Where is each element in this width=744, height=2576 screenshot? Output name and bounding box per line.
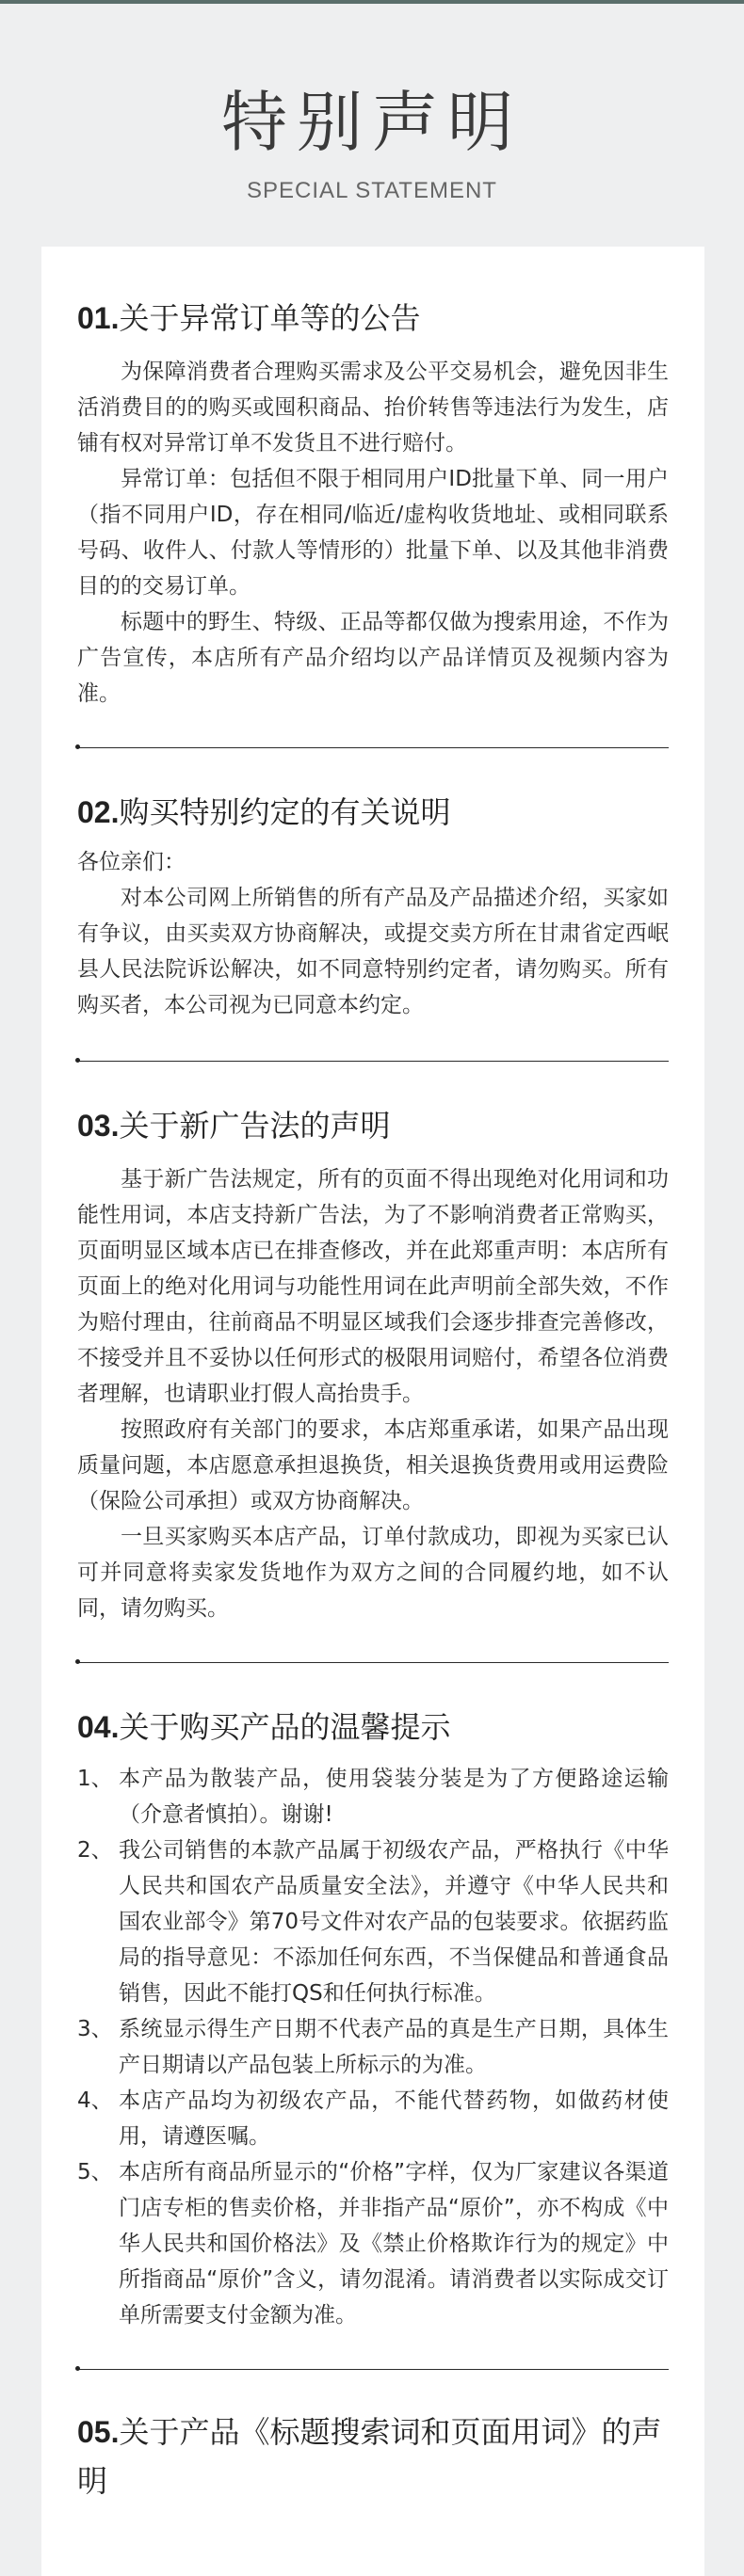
list-item xyxy=(77,1832,669,2011)
list-text: 系统显示得生产日期不代表产品的真是生产日期，具体生产日期请以产品包装上所标示的为准。 xyxy=(119,2017,669,2077)
list-item xyxy=(77,2083,669,2154)
section-divider xyxy=(77,2369,669,2370)
list-item xyxy=(77,1761,669,1832)
greeting: 各位亲们： xyxy=(77,850,186,874)
list-text: 我公司销售的本款产品属于初级农产品，严格执行《中华人民共和国农产品质量安全法》，并遵守《中华人民共和国农业部令》第70号文件对农产品的包装要求。依据药监局的指导意见：不添加任何东西，不当保健品和普通食品销售，因此不能打QS和任何执行标准。 xyxy=(119,1838,669,2006)
section-number: 01. xyxy=(77,301,120,335)
divider-dot xyxy=(75,1659,80,1664)
divider-dot xyxy=(75,2366,80,2371)
paragraph: 为保障消费者合理购买需求及公平交易机会，避免因非生活消费目的的购买或囤积商品、抬价转售等违法行为发生，店铺有权对异常订单不发货且不进行赔付。 xyxy=(77,360,669,456)
paragraph: 一旦买家购买本店产品，订单付款成功，即视为买家已认可并同意将卖家发货地作为双方之间的合同履约地，如不认同，请勿购买。 xyxy=(77,1525,669,1621)
list-text: 本店产品均为初级农产品，不能代替药物，如做药材使用，请遵医嘱。 xyxy=(119,2088,669,2149)
paragraph: 按照政府有关部门的要求，本店郑重承诺，如果产品出现质量问题，本店愿意承担退换货，相关退换货费用或用运费险（保险公司承担）或双方协商解决。 xyxy=(77,1417,669,1513)
divider-dot xyxy=(75,744,80,749)
paragraph: 异常订单：包括但不限于相同用户ID批量下单、同一用户（指不同用户ID，存在相同/临近/虚构收货地址、或相同联系号码、收件人、付款人等情形的）批量下单、以及其他非消费目的的交易订单。 xyxy=(77,467,669,599)
section-heading: 关于产品《标题搜索词和页面用词》的声明 xyxy=(77,2414,662,2499)
list-index: 1、 xyxy=(77,1767,113,1791)
list-text: 本产品为散装产品，使用袋装分装是为了方便路途运输（介意者慎拍）。谢谢! xyxy=(119,1767,669,1827)
section-divider xyxy=(77,1662,669,1663)
page-header xyxy=(0,4,744,211)
statement-card xyxy=(41,247,704,2576)
section-heading: 购买特别约定的有关说明 xyxy=(119,794,451,830)
paragraph: 基于新广告法规定，所有的页面不得出现绝对化用词和功能性用词，本店支持新广告法，为了不影响消费者正常购买，页面明显区域本店已在排查修改，并在此郑重声明：本店所有页面上的绝对化用词与功能性用词在此声明前全部失效，不作为赔付理由，往前商品不明显区域我们会逐步排查完善修改，不接受并且不妥协以任何形式的极限用词赔付，希望各位消费者理解，也请职业打假人高抬贵手。 xyxy=(77,1167,669,1406)
list-item xyxy=(77,2011,669,2083)
section-02 xyxy=(41,748,704,1062)
divider-dot xyxy=(75,1058,80,1063)
section-title xyxy=(77,2408,669,2505)
section-heading: 关于购买产品的温馨提示 xyxy=(119,1709,451,1745)
section-heading: 关于新广告法的声明 xyxy=(119,1108,391,1144)
section-heading: 关于异常订单等的公告 xyxy=(119,300,421,336)
section-04 xyxy=(41,1663,704,2370)
list-index: 4、 xyxy=(77,2088,113,2113)
section-number: 02. xyxy=(77,795,120,829)
section-title xyxy=(77,1101,669,1150)
section-divider xyxy=(77,1061,669,1062)
paragraph: 对本公司网上所销售的所有产品及产品描述介绍，买家如有争议，由买卖双方协商解决，或提交卖方所在甘肃省定西岷县人民法院诉讼解决，如不同意特别约定者，请勿购买。所有购买者，本公司视为已同意本约定。 xyxy=(77,886,669,1017)
section-05 xyxy=(41,2370,704,2505)
section-title xyxy=(77,1703,669,1752)
section-03 xyxy=(41,1062,704,1663)
list-text: 本店所有商品所显示的“价格”字样，仅为厂家建议各渠道门店专柜的售卖价格，并非指产品“原价”，亦不构成《中华人民共和国价格法》及《禁止价格欺诈行为的规定》中所指商品“原价”含义，请勿混淆。请消费者以实际成交订单所需要支付金额为准。 xyxy=(119,2160,669,2328)
tips-list xyxy=(77,1761,669,2333)
page-title: 特别声明 xyxy=(221,84,523,161)
list-item xyxy=(77,2154,669,2333)
page-subtitle: SPECIAL STATEMENT xyxy=(247,178,497,203)
list-index: 3、 xyxy=(77,2017,113,2041)
section-number: 05. xyxy=(77,2415,120,2449)
paragraph: 标题中的野生、特级、正品等都仅做为搜索用途，不作为广告宣传，本店所有产品介绍均以产品详情页及视频内容为准。 xyxy=(77,610,669,706)
section-title xyxy=(77,294,669,343)
section-title xyxy=(77,788,669,837)
section-01 xyxy=(41,247,704,748)
section-number: 03. xyxy=(77,1109,120,1143)
list-index: 2、 xyxy=(77,1838,113,1863)
section-divider xyxy=(77,747,669,748)
section-number: 04. xyxy=(77,1710,120,1744)
list-index: 5、 xyxy=(77,2160,113,2184)
